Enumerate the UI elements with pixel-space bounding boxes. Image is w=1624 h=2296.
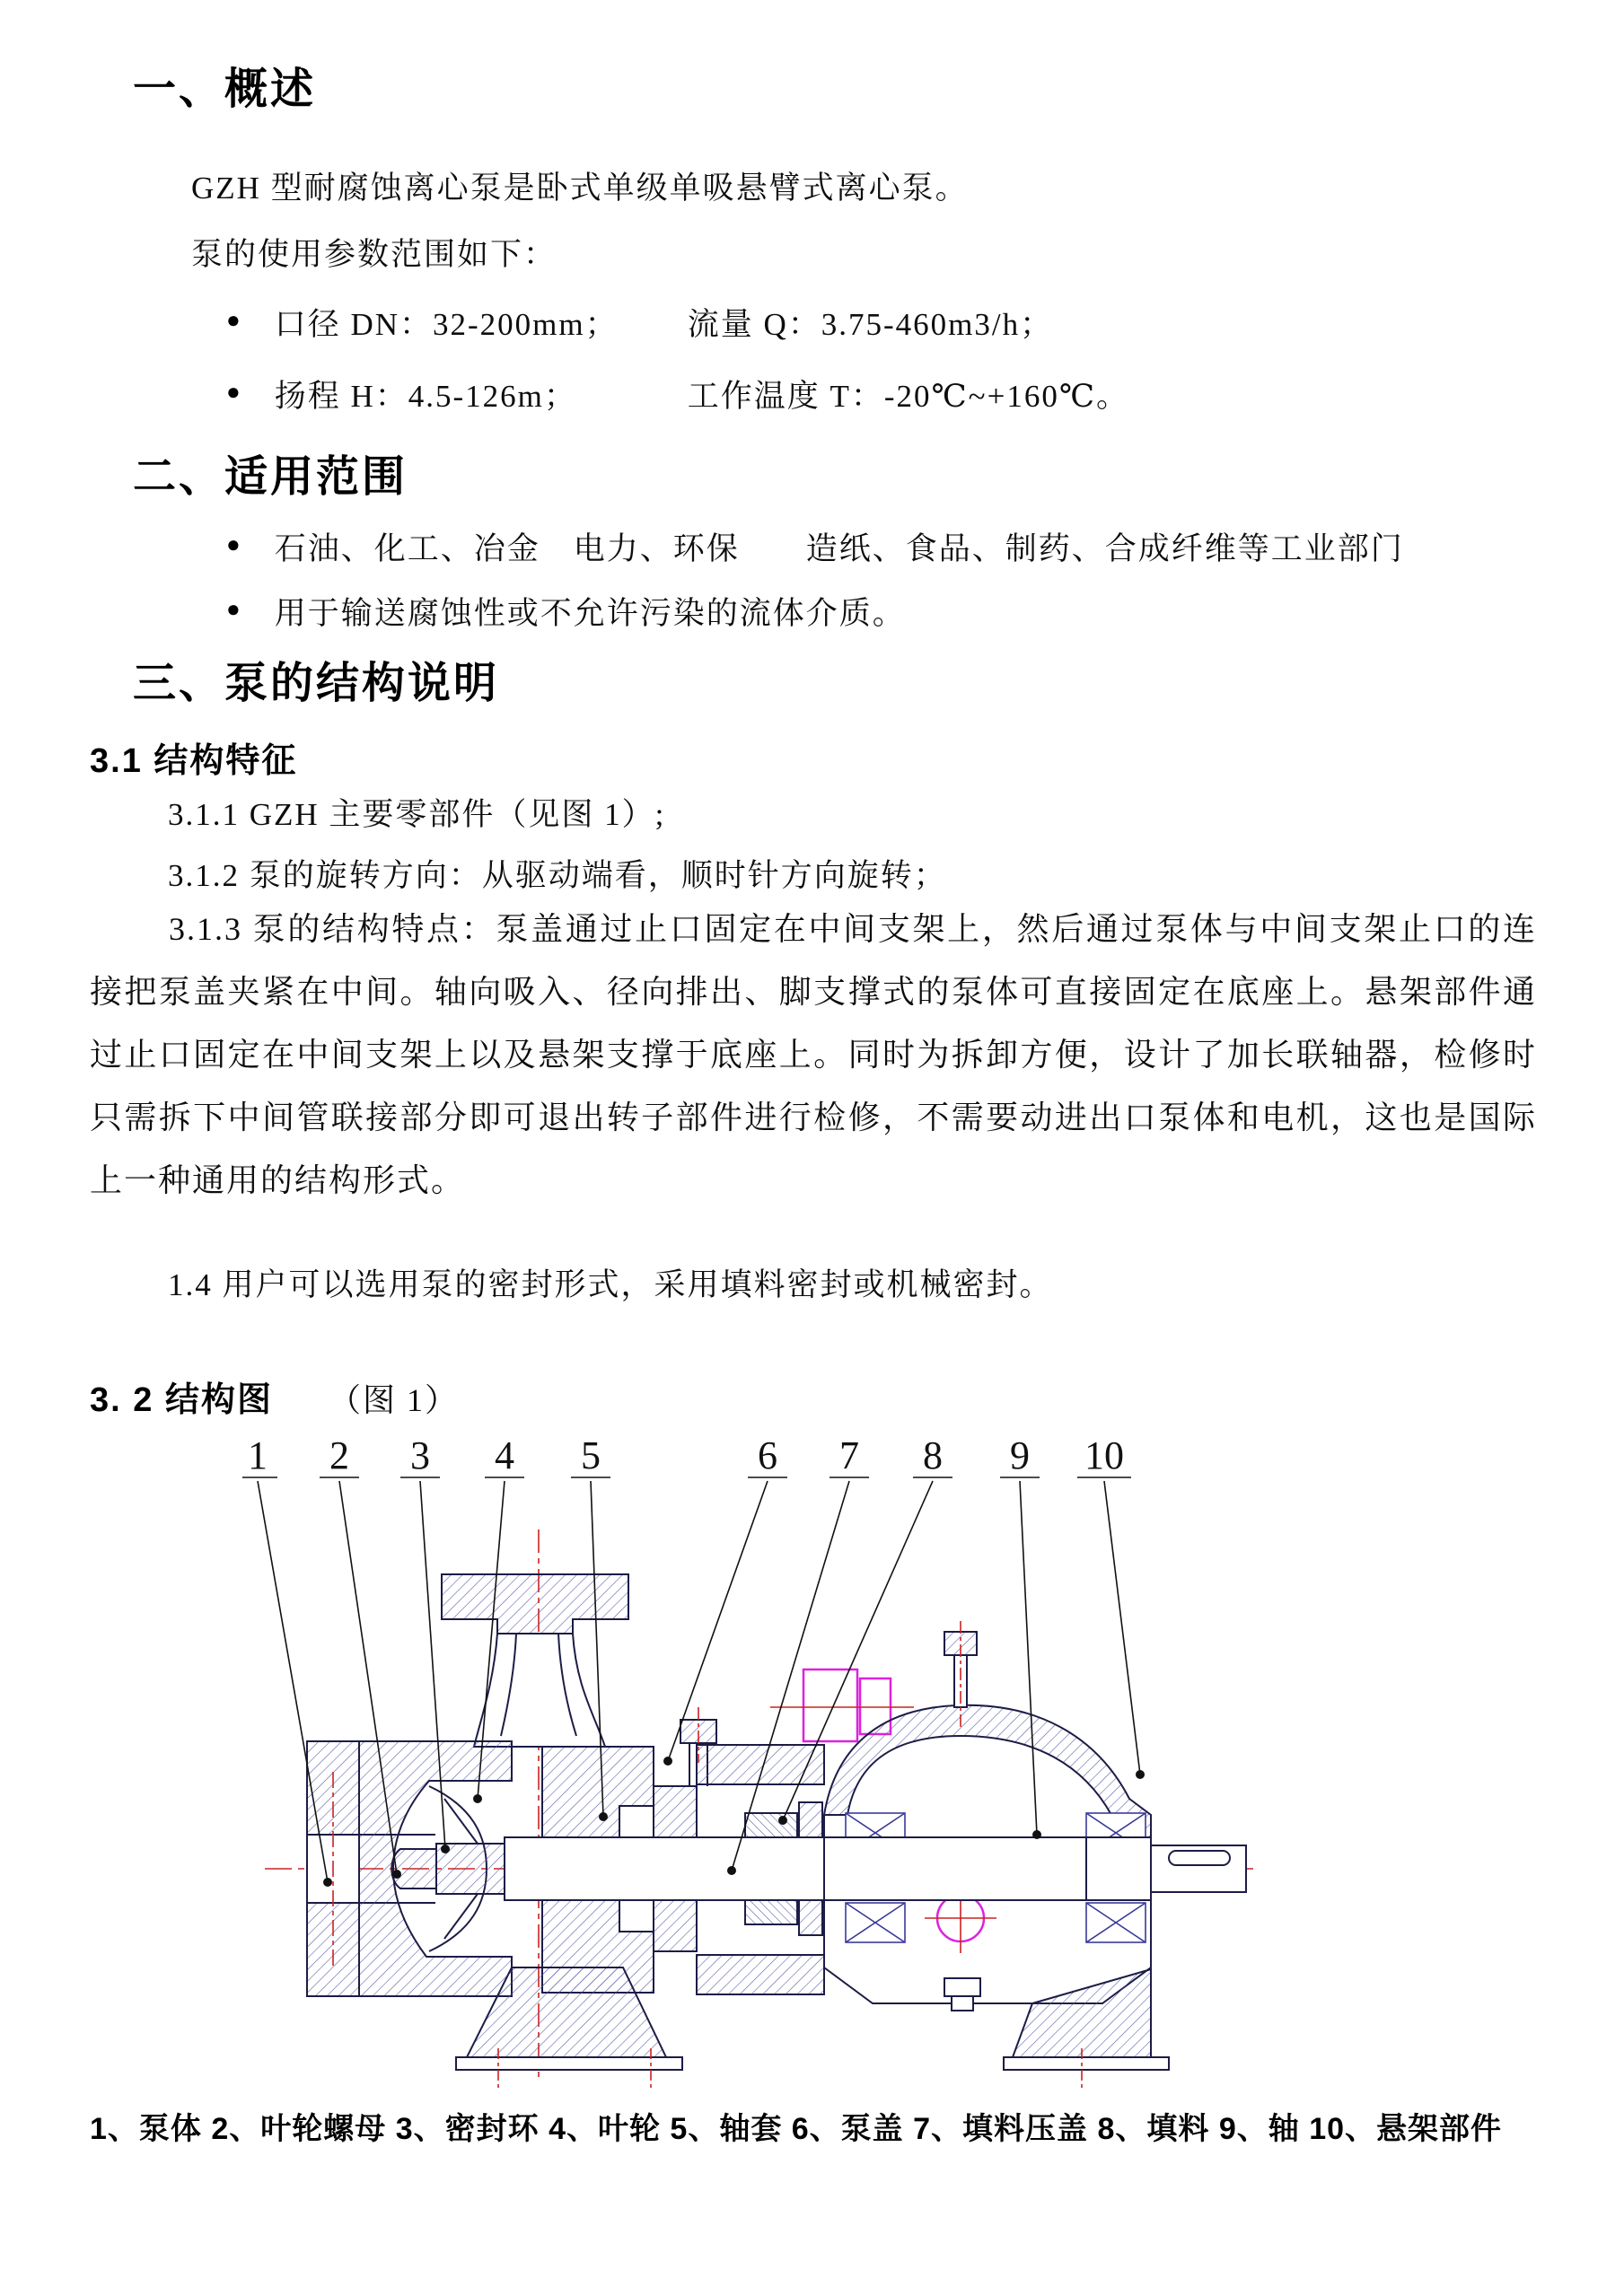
- item-312: 3.1.2 泵的旋转方向：从驱动端看，顺时针方向旋转；: [168, 858, 947, 893]
- packing: [745, 1813, 797, 1838]
- section2-heading: 二、适用范围: [133, 453, 408, 501]
- item-313-paragraph: 3.1.3 泵的结构特点：泵盖通过止口固定在中间支架上，然后通过泵体与中间支架止口的连接把泵盖夹紧在中间。轴向吸入、径向排出、脚支撑式的泵体可直接固定在底座上。悬架部件通过止口固定在中间支架上以及悬架支撑于底座上。同时为拆卸方便，设计了加长联轴器，检修时只需拆下中间管联接部分即可退出转子部件进行检修，不需要动进出口泵体和电机，这也是国际上一种通用的结构形式。: [90, 911, 1537, 1198]
- spec-flow: 流量 Q：3.75-460m3/h；: [687, 307, 1054, 342]
- spec-bullet-row-2: [226, 372, 1129, 416]
- item-14: 1.4 用户可以选用泵的密封形式，采用填料密封或机械密封。: [168, 1267, 1053, 1302]
- callout-10: [1077, 1433, 1145, 1779]
- scope-industries: 石油、化工、冶金 电力、环保 造纸、食品、制药、合成纤维等工业部门: [274, 531, 1404, 566]
- subsection-32-row: [90, 1371, 459, 1421]
- impeller-nut: [391, 1849, 436, 1889]
- svg-text:7: 7: [839, 1433, 859, 1477]
- section1-heading: 一、概述: [133, 66, 317, 113]
- spec-head: 扬程 H：4.5-126m；: [274, 379, 577, 414]
- spec-temperature: 工作温度 T：-20℃~+160℃。: [687, 379, 1129, 414]
- subsection-32-heading: 3. 2 结构图: [90, 1381, 273, 1419]
- bullet-icon: ●: [226, 531, 241, 557]
- scope-bullet-row-1: [226, 524, 1404, 569]
- bullet-icon: ●: [226, 307, 241, 333]
- keyway: [1169, 1851, 1230, 1865]
- spec-diameter: 口径 DN：32-200mm；: [274, 307, 619, 342]
- section1-paragraph-1: GZH 型耐腐蚀离心泵是卧式单级单吸悬臂式离心泵。: [191, 171, 969, 206]
- section3-heading: 三、泵的结构说明: [133, 660, 500, 707]
- svg-text:6: 6: [758, 1433, 777, 1477]
- bullet-icon: ●: [226, 379, 241, 405]
- scope-media: 用于输送腐蚀性或不允许污染的流体介质。: [274, 596, 906, 631]
- bullet-icon: ●: [226, 596, 241, 622]
- svg-text:4: 4: [495, 1433, 514, 1477]
- callout-6: [663, 1433, 787, 1766]
- spec-bullet-row-1: [226, 300, 1053, 345]
- svg-text:10: 10: [1084, 1433, 1124, 1477]
- svg-text:8: 8: [923, 1433, 943, 1477]
- svg-text:5: 5: [581, 1433, 601, 1477]
- svg-text:2: 2: [329, 1433, 349, 1477]
- grease-cup: [944, 1978, 980, 2011]
- foot-right: [1004, 1969, 1169, 2090]
- pump-cross-section-diagram: [242, 1429, 1266, 2095]
- svg-text:1: 1: [248, 1433, 268, 1477]
- figure-reference: （图 1）: [328, 1382, 459, 1418]
- callout-9: [1000, 1433, 1041, 1839]
- section1-paragraph-2: 泵的使用参数范围如下：: [191, 237, 557, 272]
- svg-text:9: 9: [1010, 1433, 1030, 1477]
- scope-bullet-row-2: [226, 589, 906, 634]
- item-311: 3.1.1 GZH 主要零部件（见图 1）;: [168, 797, 666, 832]
- subsection-31-heading: 3.1 结构特征: [90, 742, 298, 780]
- svg-text:3: 3: [410, 1433, 430, 1477]
- shaft: [505, 1837, 1246, 1900]
- figure-caption: 1、泵体 2、叶轮螺母 3、密封环 4、叶轮 5、轴套 6、泵盖 7、填料压盖 8、填料 9、轴 10、悬架部件: [90, 2112, 1503, 2146]
